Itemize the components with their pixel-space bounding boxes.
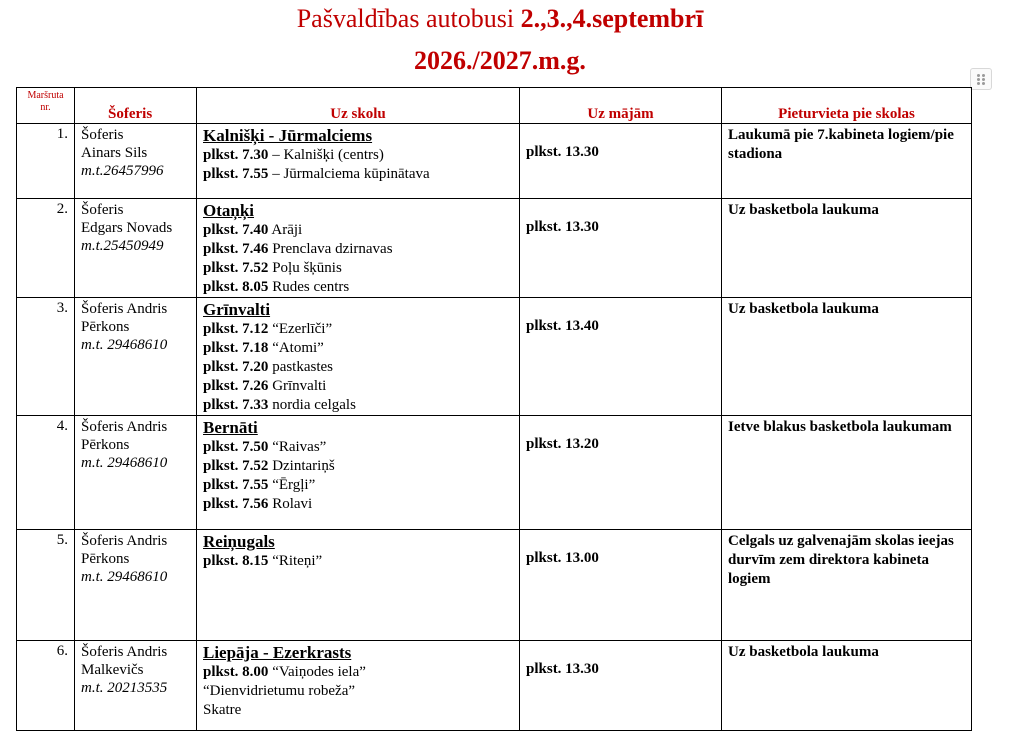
table-row: [17, 199, 972, 298]
stop-time: plkst. 8.05: [203, 279, 269, 295]
route-number: 5.: [17, 530, 75, 641]
driver-name-line: Šoferis Andris: [81, 301, 168, 317]
stop-line: [203, 259, 519, 278]
to-home-time: plkst. 13.20: [520, 416, 722, 530]
bus-schedule-table: [16, 87, 972, 731]
route-number: 4.: [17, 416, 75, 530]
driver-name-line: Pērkons: [81, 319, 130, 335]
header-school-stop: Pieturvieta pie skolas: [722, 88, 972, 124]
stop-line: [203, 552, 519, 571]
stop-line: [203, 682, 519, 701]
driver-name-line: Šoferis: [81, 127, 124, 143]
route-name: Liepāja - Ezerkrasts: [203, 643, 352, 662]
stop-time: plkst. 7.52: [203, 260, 269, 276]
route-number: 6.: [17, 641, 75, 731]
to-school-cell: [197, 530, 520, 641]
stop-place: “Vaiņodes iela”: [268, 664, 366, 680]
stop-time: plkst. 7.56: [203, 496, 269, 512]
school-stop: Laukumā pie 7.kabineta logiem/pie stadiona: [722, 124, 972, 199]
stop-place: – Jūrmalciema kūpinātava: [268, 166, 430, 182]
driver-cell: [75, 416, 197, 530]
driver-name-line: Šoferis Andris: [81, 533, 168, 549]
driver-name-line: Šoferis Andris: [81, 644, 168, 660]
stop-time: plkst. 7.52: [203, 458, 269, 474]
route-number: 3.: [17, 298, 75, 416]
table-row: [17, 530, 972, 641]
stop-time: plkst. 7.50: [203, 439, 269, 455]
stop-time: plkst. 7.33: [203, 397, 269, 413]
stop-time: plkst. 7.40: [203, 222, 269, 238]
table-row: [17, 416, 972, 530]
stop-place: “Ērgļi”: [268, 477, 316, 493]
to-home-time: plkst. 13.30: [520, 641, 722, 731]
to-school-cell: [197, 641, 520, 731]
driver-name-line: Malkevičs: [81, 662, 144, 678]
stop-place: Rudes centrs: [268, 279, 350, 295]
stop-time: plkst. 7.12: [203, 321, 269, 337]
stop-line: [203, 495, 519, 514]
title-normal: Pašvaldības autobusi: [296, 4, 521, 33]
driver-cell: [75, 124, 197, 199]
school-stop: Uz basketbola laukuma: [722, 199, 972, 298]
stop-line: [203, 320, 519, 339]
header-to-home: Uz mājām: [520, 88, 722, 124]
route-name: Grīnvalti: [203, 300, 271, 319]
stop-line: [203, 221, 519, 240]
header-driver: Šoferis: [75, 88, 197, 124]
driver-name-line: Ainars Sils: [81, 145, 148, 161]
driver-name-line: Pērkons: [81, 437, 130, 453]
stop-line: [203, 701, 519, 720]
driver-phone: m.t. 20213535: [81, 680, 168, 696]
table-move-handle-icon[interactable]: [970, 68, 992, 90]
page-title: [0, 4, 1000, 34]
to-school-cell: [197, 199, 520, 298]
to-school-cell: [197, 298, 520, 416]
stop-line: [203, 438, 519, 457]
table-row: [17, 124, 972, 199]
stop-time: plkst. 7.30: [203, 147, 269, 163]
school-stop: Uz basketbola laukuma: [722, 298, 972, 416]
stop-place: “Ezerlīči”: [268, 321, 333, 337]
route-name: Reiņugals: [203, 532, 275, 551]
driver-cell: [75, 641, 197, 731]
stop-place: Prenclava dzirnavas: [268, 241, 393, 257]
table-header-row: [17, 88, 972, 124]
to-home-time: plkst. 13.30: [520, 199, 722, 298]
school-stop: Uz basketbola laukuma: [722, 641, 972, 731]
stop-time: plkst. 7.46: [203, 241, 269, 257]
table-row: [17, 641, 972, 731]
route-number: 2.: [17, 199, 75, 298]
stop-time: plkst. 7.18: [203, 340, 269, 356]
stop-line: [203, 358, 519, 377]
route-name: Kalnišķi - Jūrmalciems: [203, 126, 373, 145]
driver-cell: [75, 530, 197, 641]
stop-time: plkst. 7.55: [203, 166, 269, 182]
stop-place: “Raivas”: [268, 439, 327, 455]
to-school-cell: [197, 124, 520, 199]
stop-line: [203, 165, 519, 184]
driver-name-line: Šoferis: [81, 202, 124, 218]
to-home-time: plkst. 13.30: [520, 124, 722, 199]
stop-time: plkst. 7.26: [203, 378, 269, 394]
stop-place: Poļu šķūnis: [268, 260, 342, 276]
stop-time: plkst. 7.55: [203, 477, 269, 493]
stop-place: “Atomi”: [268, 340, 324, 356]
route-name: Otaņķi: [203, 201, 255, 220]
table-row: [17, 298, 972, 416]
stop-place: Dzintariņš: [268, 458, 335, 474]
driver-name-line: Edgars Novads: [81, 220, 173, 236]
driver-phone: m.t.26457996: [81, 163, 164, 179]
stop-place: nordia celgals: [268, 397, 356, 413]
driver-phone: m.t.25450949: [81, 238, 164, 254]
stop-place: Grīnvalti: [268, 378, 327, 394]
stop-place: “Riteņi”: [268, 553, 323, 569]
stop-line: [203, 240, 519, 259]
driver-cell: [75, 298, 197, 416]
stop-place: Arāji: [268, 222, 303, 238]
driver-phone: m.t. 29468610: [81, 569, 168, 585]
stop-time: plkst. 8.00: [203, 664, 269, 680]
stop-line: [203, 396, 519, 415]
stop-line: [203, 663, 519, 682]
driver-cell: [75, 199, 197, 298]
stop-line: [203, 278, 519, 297]
stop-line: [203, 146, 519, 165]
to-school-cell: [197, 416, 520, 530]
stop-place: “Dienvidrietumu robeža”: [203, 683, 356, 699]
to-home-time: plkst. 13.40: [520, 298, 722, 416]
driver-phone: m.t. 29468610: [81, 455, 168, 471]
school-stop: Ietve blakus basketbola laukumam: [722, 416, 972, 530]
header-to-school: Uz skolu: [197, 88, 520, 124]
stop-place: Skatre: [203, 702, 242, 718]
to-home-time: plkst. 13.00: [520, 530, 722, 641]
school-stop: Celgals uz galvenajām skolas ieejas durvīm zem direktora kabineta logiem: [722, 530, 972, 641]
driver-phone: m.t. 29468610: [81, 337, 168, 353]
route-name: Bernāti: [203, 418, 258, 437]
driver-name-line: Šoferis Andris: [81, 419, 168, 435]
stop-time: plkst. 7.20: [203, 359, 269, 375]
route-number: 1.: [17, 124, 75, 199]
stop-line: [203, 339, 519, 358]
stop-line: [203, 377, 519, 396]
stop-place: pastkastes: [268, 359, 334, 375]
stop-place: Rolavi: [268, 496, 313, 512]
stop-time: plkst. 8.15: [203, 553, 269, 569]
title-dates: 2.,3.,4.septembrī: [520, 4, 704, 33]
stop-place: – Kalnišķi (centrs): [268, 147, 384, 163]
stop-line: [203, 457, 519, 476]
driver-name-line: Pērkons: [81, 551, 130, 567]
school-year-title: 2026./2027.m.g.: [414, 46, 586, 75]
stop-line: [203, 476, 519, 495]
header-route-nr: Maršruta nr.: [17, 88, 75, 124]
